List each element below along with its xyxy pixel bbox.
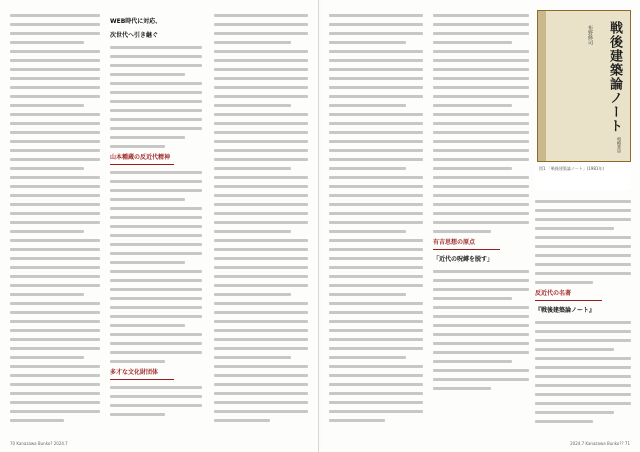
text-line <box>110 243 202 246</box>
text-line <box>214 77 308 80</box>
text-line <box>329 275 423 278</box>
text-line <box>329 167 406 170</box>
text-line <box>329 356 406 359</box>
text-line <box>329 176 423 179</box>
text-line <box>214 401 308 404</box>
text-line <box>10 329 100 332</box>
text-line <box>433 351 529 354</box>
text-line <box>329 86 423 89</box>
text-line <box>433 194 529 197</box>
text-line <box>329 77 423 80</box>
text-line <box>535 384 631 387</box>
text-line <box>214 275 308 278</box>
text-line <box>433 176 529 179</box>
text-line <box>10 131 100 134</box>
text-line <box>214 194 308 197</box>
text-line <box>110 145 165 148</box>
text-line <box>535 218 631 221</box>
text-line <box>535 357 631 360</box>
text-line <box>535 236 631 239</box>
right-column-2 <box>433 14 529 432</box>
text-line <box>110 351 202 354</box>
text-line <box>329 410 423 413</box>
text-line <box>10 338 100 341</box>
text-line <box>433 297 512 300</box>
text-line <box>535 200 631 203</box>
text-line <box>433 158 529 161</box>
text-line <box>110 252 202 255</box>
text-line <box>329 32 423 35</box>
section-heading-origins: 有吉思想の原点 <box>433 239 476 246</box>
text-line <box>535 281 593 284</box>
text-line <box>110 413 165 416</box>
text-line <box>433 149 529 152</box>
text-line <box>214 23 308 26</box>
text-line <box>329 131 423 134</box>
text-line <box>110 306 202 309</box>
text-line <box>110 386 202 389</box>
text-line <box>329 383 423 386</box>
text-line <box>10 374 100 377</box>
text-line <box>329 212 423 215</box>
right-column-1 <box>329 14 423 432</box>
text-line <box>433 185 529 188</box>
left-page-footer: 70 Kanazawa Bunko? 2024.7 <box>10 441 68 446</box>
text-line <box>329 347 423 350</box>
text-line <box>214 266 308 269</box>
text-line <box>433 342 529 345</box>
text-line <box>329 149 423 152</box>
text-line <box>110 324 185 327</box>
text-line <box>10 383 100 386</box>
text-line <box>329 338 423 341</box>
book-cover-image <box>537 10 631 162</box>
text-line <box>329 419 385 422</box>
text-line <box>329 104 406 107</box>
text-line <box>535 420 593 423</box>
text-line <box>110 315 202 318</box>
section-heading-web-era-sub: 次世代へ引き継ぐ <box>110 32 159 39</box>
text-line <box>10 221 100 224</box>
text-line <box>329 185 423 188</box>
text-line <box>329 41 406 44</box>
text-line <box>433 333 529 336</box>
text-line <box>214 32 308 35</box>
text-line <box>433 167 512 170</box>
text-line <box>10 86 100 89</box>
text-line <box>433 369 529 372</box>
text-line <box>329 302 423 305</box>
book-title: 戦後建築論ノート <box>607 21 622 133</box>
text-line <box>433 324 529 327</box>
text-line <box>214 122 308 125</box>
text-line <box>214 86 308 89</box>
text-line <box>10 392 100 395</box>
text-line <box>433 68 529 71</box>
text-line <box>433 315 529 318</box>
text-line <box>214 221 308 224</box>
text-line <box>433 270 529 273</box>
text-line <box>329 122 423 125</box>
figure-caption: 図1 「戦後建築論ノート」(1981年) <box>539 166 604 171</box>
text-line <box>433 32 529 35</box>
section-heading-origins-rule <box>433 249 500 250</box>
text-line <box>214 158 308 161</box>
text-line <box>535 321 631 324</box>
text-line <box>433 59 529 62</box>
text-line <box>535 245 631 248</box>
text-line <box>214 167 291 170</box>
text-line <box>10 419 64 422</box>
text-line <box>214 329 308 332</box>
text-line <box>110 91 202 94</box>
text-line <box>10 32 100 35</box>
text-line <box>329 230 406 233</box>
text-line <box>10 50 100 53</box>
text-line <box>10 77 100 80</box>
text-line <box>10 257 100 260</box>
text-line <box>10 320 100 323</box>
text-line <box>110 171 202 174</box>
text-line <box>433 77 529 80</box>
text-line <box>110 198 185 201</box>
text-line <box>110 261 185 264</box>
text-line <box>10 239 100 242</box>
text-line <box>10 347 100 350</box>
text-line <box>10 293 84 296</box>
text-line <box>433 360 512 363</box>
left-column-1 <box>10 14 100 432</box>
text-line <box>535 272 631 275</box>
text-line <box>214 41 291 44</box>
text-line <box>214 230 291 233</box>
text-line <box>10 248 100 251</box>
text-line <box>329 113 423 116</box>
text-line <box>214 293 291 296</box>
text-line <box>329 194 423 197</box>
text-line <box>110 118 202 121</box>
book-spine-band <box>538 11 546 161</box>
text-line <box>329 329 423 332</box>
text-line <box>214 212 308 215</box>
text-line <box>535 393 631 396</box>
section-heading-origins-sub: 「近代の呪縛を脱す」 <box>433 256 494 263</box>
section-heading-masterpiece-sub: 『戦後建築論ノート』 <box>535 307 595 314</box>
book-author: 布野修司 <box>587 25 593 45</box>
text-line <box>433 131 529 134</box>
text-line <box>433 212 529 215</box>
text-line <box>214 356 291 359</box>
text-line <box>214 59 308 62</box>
text-line <box>433 14 529 17</box>
text-line <box>214 374 308 377</box>
section-heading-masterpiece: 反近代の名著 <box>535 290 572 297</box>
text-line <box>110 288 202 291</box>
text-line <box>329 257 423 260</box>
text-line <box>110 109 202 112</box>
text-line <box>535 254 631 257</box>
text-line <box>535 366 631 369</box>
text-line <box>10 23 100 26</box>
text-line <box>214 185 308 188</box>
text-line <box>329 401 423 404</box>
text-line <box>10 356 84 359</box>
text-line <box>433 113 529 116</box>
text-line <box>10 401 100 404</box>
book-publisher: 相模書房 <box>617 137 622 153</box>
text-line <box>535 348 614 351</box>
text-line <box>433 86 529 89</box>
text-line <box>535 263 631 266</box>
text-line <box>214 302 308 305</box>
text-line <box>110 82 202 85</box>
text-line <box>10 410 100 413</box>
text-line <box>10 122 100 125</box>
text-line <box>329 95 423 98</box>
left-page <box>0 0 319 452</box>
text-line <box>10 14 100 17</box>
text-line <box>535 375 631 378</box>
text-line <box>110 404 202 407</box>
text-line <box>214 257 308 260</box>
text-line <box>214 383 308 386</box>
text-line <box>329 284 423 287</box>
text-line <box>329 59 423 62</box>
text-line <box>214 140 308 143</box>
text-line <box>10 284 100 287</box>
right-page <box>321 0 640 452</box>
text-line <box>110 180 202 183</box>
text-line <box>214 410 308 413</box>
text-line <box>10 41 84 44</box>
text-line <box>214 68 308 71</box>
text-line <box>110 225 202 228</box>
text-line <box>214 113 308 116</box>
text-line <box>110 127 202 130</box>
text-line <box>10 194 100 197</box>
text-line <box>10 158 100 161</box>
text-line <box>433 41 512 44</box>
text-line <box>329 158 423 161</box>
text-line <box>214 176 308 179</box>
text-line <box>329 392 423 395</box>
text-line <box>10 140 100 143</box>
right-column-3 <box>535 200 631 432</box>
text-line <box>10 113 100 116</box>
text-line <box>10 59 100 62</box>
text-line <box>329 50 423 53</box>
text-line <box>110 136 185 139</box>
text-line <box>110 73 185 76</box>
text-line <box>329 140 423 143</box>
text-line <box>329 239 423 242</box>
text-line <box>214 365 308 368</box>
text-line <box>329 203 423 206</box>
text-line <box>10 167 84 170</box>
text-line <box>10 185 100 188</box>
text-line <box>214 95 308 98</box>
text-line <box>214 104 291 107</box>
text-line <box>214 419 270 422</box>
text-line <box>110 189 202 192</box>
text-line <box>110 395 202 398</box>
text-line <box>329 365 423 368</box>
text-line <box>214 338 308 341</box>
text-line <box>110 333 202 336</box>
section-heading-cultural-groups: 多才な文化財団体 <box>110 369 159 376</box>
text-line <box>10 203 100 206</box>
text-line <box>10 365 100 368</box>
text-line <box>10 275 100 278</box>
text-line <box>214 203 308 206</box>
text-line <box>214 392 308 395</box>
text-line <box>110 360 165 363</box>
text-line <box>433 122 529 125</box>
left-column-3 <box>214 14 308 432</box>
text-line <box>214 239 308 242</box>
text-line <box>214 50 308 53</box>
text-line <box>535 411 614 414</box>
text-line <box>110 297 202 300</box>
text-line <box>329 293 406 296</box>
text-line <box>433 288 529 291</box>
text-line <box>110 46 202 49</box>
text-line <box>10 302 100 305</box>
text-line <box>535 339 631 342</box>
text-line <box>214 14 308 17</box>
text-line <box>329 221 423 224</box>
text-line <box>433 140 529 143</box>
text-line <box>214 284 308 287</box>
text-line <box>535 330 631 333</box>
section-heading-masterpiece-rule <box>535 300 602 301</box>
text-line <box>214 311 308 314</box>
section-heading-web-era: WEB時代に対応、 <box>110 18 162 25</box>
text-line <box>10 104 84 107</box>
text-line <box>110 270 202 273</box>
text-line <box>433 50 529 53</box>
text-line <box>535 209 631 212</box>
text-line <box>535 402 631 405</box>
text-line <box>214 320 308 323</box>
text-line <box>329 374 423 377</box>
text-line <box>214 149 308 152</box>
text-line <box>329 14 423 17</box>
text-line <box>110 216 202 219</box>
text-line <box>329 248 423 251</box>
text-line <box>535 227 614 230</box>
text-line <box>433 306 529 309</box>
text-line <box>433 378 529 381</box>
text-line <box>10 176 100 179</box>
text-line <box>110 207 202 210</box>
text-line <box>433 221 529 224</box>
text-line <box>329 320 423 323</box>
text-line <box>329 266 423 269</box>
text-line <box>433 387 491 390</box>
text-line <box>10 95 100 98</box>
text-line <box>433 104 512 107</box>
text-line <box>10 311 100 314</box>
text-line <box>433 23 529 26</box>
text-line <box>110 64 202 67</box>
text-line <box>110 279 202 282</box>
text-line <box>110 100 202 103</box>
text-line <box>433 203 529 206</box>
text-line <box>329 68 423 71</box>
right-page-footer: 2024.7 Kanazawa Bunko?? 71 <box>570 441 630 446</box>
text-line <box>10 212 100 215</box>
text-line <box>329 311 423 314</box>
text-line <box>214 248 308 251</box>
text-line <box>10 68 100 71</box>
book-figure <box>535 10 631 190</box>
left-column-2 <box>110 14 202 432</box>
text-line <box>433 279 529 282</box>
text-line <box>110 234 202 237</box>
text-line <box>329 23 423 26</box>
text-line <box>433 95 529 98</box>
text-line <box>214 131 308 134</box>
text-line <box>110 342 202 345</box>
text-line <box>110 55 202 58</box>
text-line <box>10 230 84 233</box>
text-line <box>10 266 100 269</box>
text-line <box>433 230 491 233</box>
section-heading-yamamoto: 山本種蔵の反近代精神 <box>110 154 171 161</box>
section-heading-yamamoto-rule <box>110 164 174 165</box>
text-line <box>214 347 308 350</box>
section-heading-cultural-groups-rule <box>110 379 174 380</box>
text-line <box>10 149 100 152</box>
